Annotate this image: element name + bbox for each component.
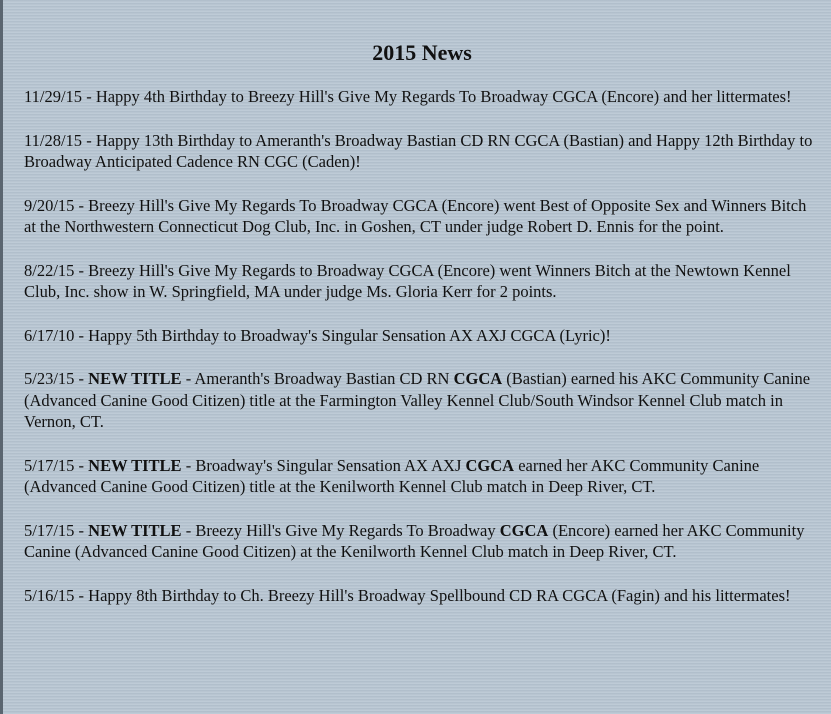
news-item [24, 325, 814, 347]
news-separator: - [74, 195, 89, 215]
new-title-label: NEW TITLE [88, 455, 182, 475]
news-text-post: (Bastian) earned his AKC Community Canine (Advanced Canine Good Citizen) title at the Farmington Valley Kennel Club/South Windsor Kennel Club match in Vernon, CT. [24, 369, 811, 431]
news-item-new-title [24, 368, 814, 433]
news-item-new-title [24, 455, 814, 498]
page-left-border [0, 0, 3, 714]
news-separator: - [74, 455, 89, 475]
news-item [24, 260, 814, 303]
new-title-label: NEW TITLE [88, 520, 182, 540]
news-separator: - [74, 585, 89, 605]
news-item-new-title [24, 520, 814, 563]
page-title: 2015 News [372, 40, 472, 65]
news-date: 9/20/15 [24, 195, 75, 215]
news-separator: - [82, 87, 96, 106]
news-date: 11/29/15 [24, 87, 83, 106]
news-date: 8/22/15 [24, 260, 75, 280]
news-text-pre: - Broadway's Singular Sensation AX AXJ [181, 455, 466, 475]
news-item [24, 195, 814, 238]
news-item [24, 585, 814, 607]
new-title-label: NEW TITLE [88, 369, 182, 388]
news-date: 5/23/15 [24, 369, 75, 388]
news-text-pre: - Breezy Hill's Give My Regards To Broadway [181, 520, 500, 540]
news-date: 6/17/10 [24, 325, 75, 345]
news-separator: - [74, 520, 89, 540]
news-separator: - [74, 369, 89, 388]
news-text-post: earned her AKC Community Canine (Advanced Canine Good Citizen) title at the Kenilworth Kennel Club match in Deep River, CT. [24, 455, 760, 496]
news-separator: - [82, 130, 96, 150]
news-date: 11/28/15 [24, 130, 83, 150]
news-text-post: (Encore) earned her AKC Community Canine (Advanced Canine Good Citizen) at the Kenilworth Kennel Club match in Deep River, CT. [24, 520, 805, 561]
news-text: Happy 13th Birthday to Ameranth's Broadway Bastian CD RN CGCA (Bastian) and Happy 12th Birthday to Broadway Anticipated Cadence RN CGC (Caden)! [24, 130, 813, 171]
news-date: 5/17/15 [24, 455, 75, 475]
news-item [24, 130, 814, 173]
news-date: 5/17/15 [24, 520, 75, 540]
news-text: Breezy Hill's Give My Regards to Broadway CGCA (Encore) went Winners Bitch at the Newtown Kennel Club, Inc. show in W. Springfield, MA under judge Ms. Gloria Kerr for 2 points. [24, 260, 791, 301]
title-highlight: CGCA [499, 520, 549, 540]
news-item [24, 86, 814, 108]
title-highlight: CGCA [465, 455, 515, 475]
news-separator: - [74, 325, 89, 345]
news-content [24, 40, 814, 628]
news-text: Happy 8th Birthday to Ch. Breezy Hill's Broadway Spellbound CD RA CGCA (Fagin) and his littermates! [88, 585, 791, 605]
news-date: 5/16/15 [24, 585, 75, 605]
news-text: Happy 5th Birthday to Broadway's Singular Sensation AX AXJ CGCA (Lyric)! [88, 325, 611, 345]
news-text: Breezy Hill's Give My Regards To Broadway CGCA (Encore) went Best of Opposite Sex and Winners Bitch at the Northwestern Connecticut Dog Club, Inc. in Goshen, CT under judge Robert D. Ennis for the point. [24, 195, 807, 236]
news-text: Happy 4th Birthday to Breezy Hill's Give My Regards To Broadway CGCA (Encore) and her littermates! [95, 87, 792, 106]
title-highlight: CGCA [453, 369, 503, 388]
news-separator: - [74, 260, 89, 280]
news-text-pre: - Ameranth's Broadway Bastian CD RN [181, 369, 454, 388]
